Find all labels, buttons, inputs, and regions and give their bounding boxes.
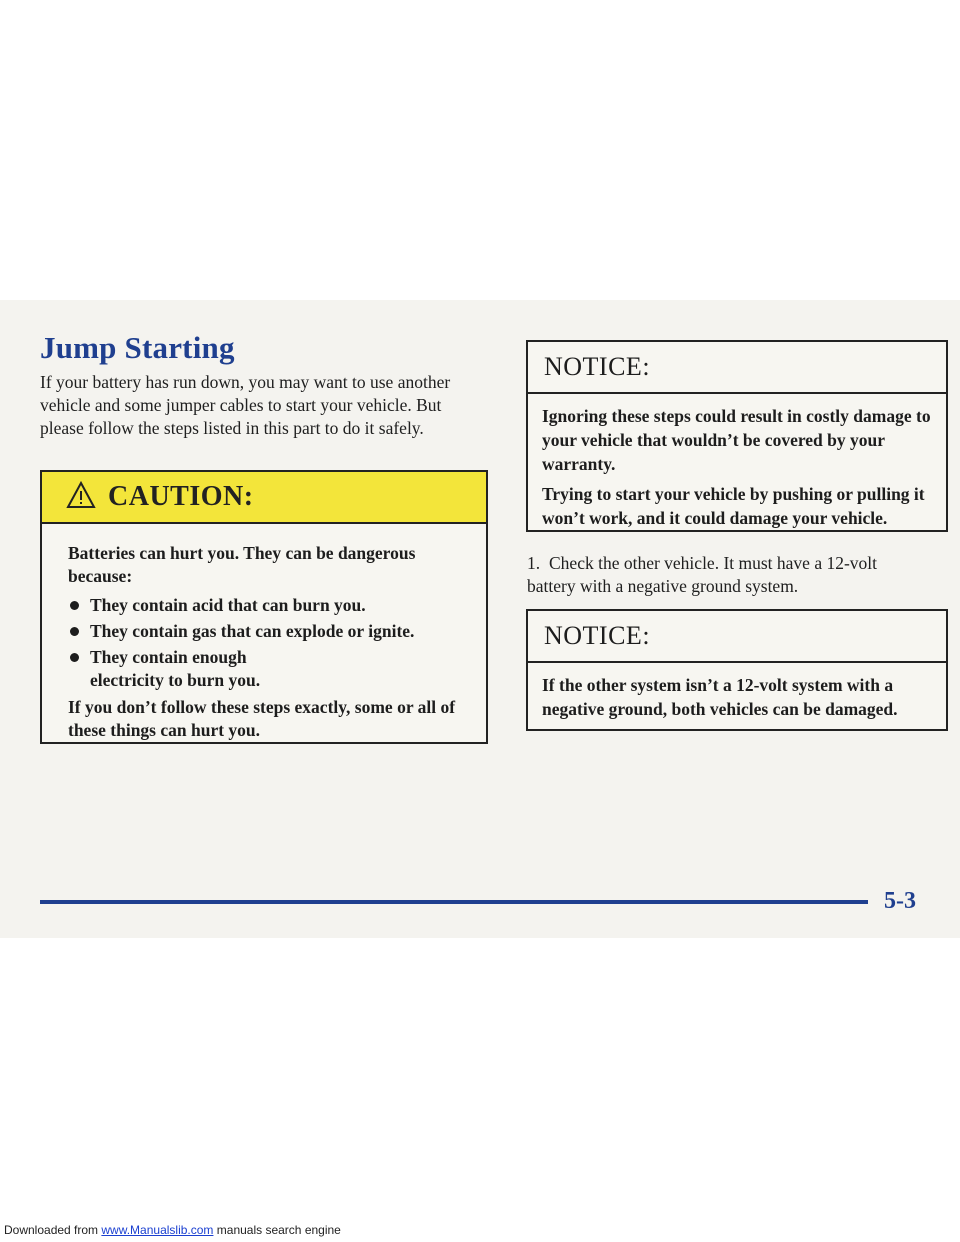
notice-body — [528, 394, 946, 530]
notice-paragraph: Ignoring these steps could result in costly damage to your vehicle that wouldn’t be covered by your warranty. — [542, 406, 931, 474]
manualslib-link[interactable]: www.Manualslib.com — [101, 1223, 214, 1237]
notice-paragraph: If the other system isn’t a 12-volt system with a negative ground, both vehicles can be damaged. — [542, 675, 898, 719]
section-title: Jump Starting — [40, 330, 235, 365]
notice-paragraph: Trying to start your vehicle by pushing or pulling it won’t work, and it could damage your vehicle. — [542, 484, 925, 528]
step-1 — [527, 552, 927, 598]
step-text: Check the other vehicle. It must have a 12-volt battery with a negative ground system. — [527, 553, 878, 596]
list-item: They contain enough electricity to burn you. — [68, 646, 320, 692]
notice-body — [528, 663, 946, 721]
caution-body — [42, 524, 486, 742]
step-number: 1. — [527, 553, 541, 573]
caution-bullet-list — [68, 594, 462, 692]
page-number: 5-3 — [884, 888, 916, 914]
caution-lead: Batteries can hurt you. They can be dangerous because: — [68, 543, 416, 586]
list-item: They contain gas that can explode or ignite. — [68, 620, 462, 643]
list-item: They contain acid that can burn you. — [68, 594, 462, 617]
notice-header: NOTICE: — [528, 611, 946, 663]
footer-rule — [40, 900, 868, 904]
caution-title: CAUTION: — [108, 481, 254, 512]
notice-box-1 — [526, 340, 948, 532]
intro-paragraph: If your battery has run down, you may want to use another vehicle and some jumper cables to start your vehicle. But please follow the steps listed in this part to do it safely. — [40, 372, 451, 438]
caution-closing: If you don’t follow these steps exactly, some or all of these things can hurt you. — [68, 697, 456, 740]
notice-header: NOTICE: — [528, 342, 946, 394]
caution-box — [40, 470, 488, 744]
warning-triangle-icon — [66, 480, 96, 510]
bullet-icon — [70, 653, 79, 662]
bullet-icon — [70, 627, 79, 636]
notice-box-2 — [526, 609, 948, 731]
bullet-icon — [70, 601, 79, 610]
download-footer: Downloaded from www.Manualslib.com manuals search engine — [4, 1223, 341, 1237]
caution-header — [42, 472, 486, 524]
